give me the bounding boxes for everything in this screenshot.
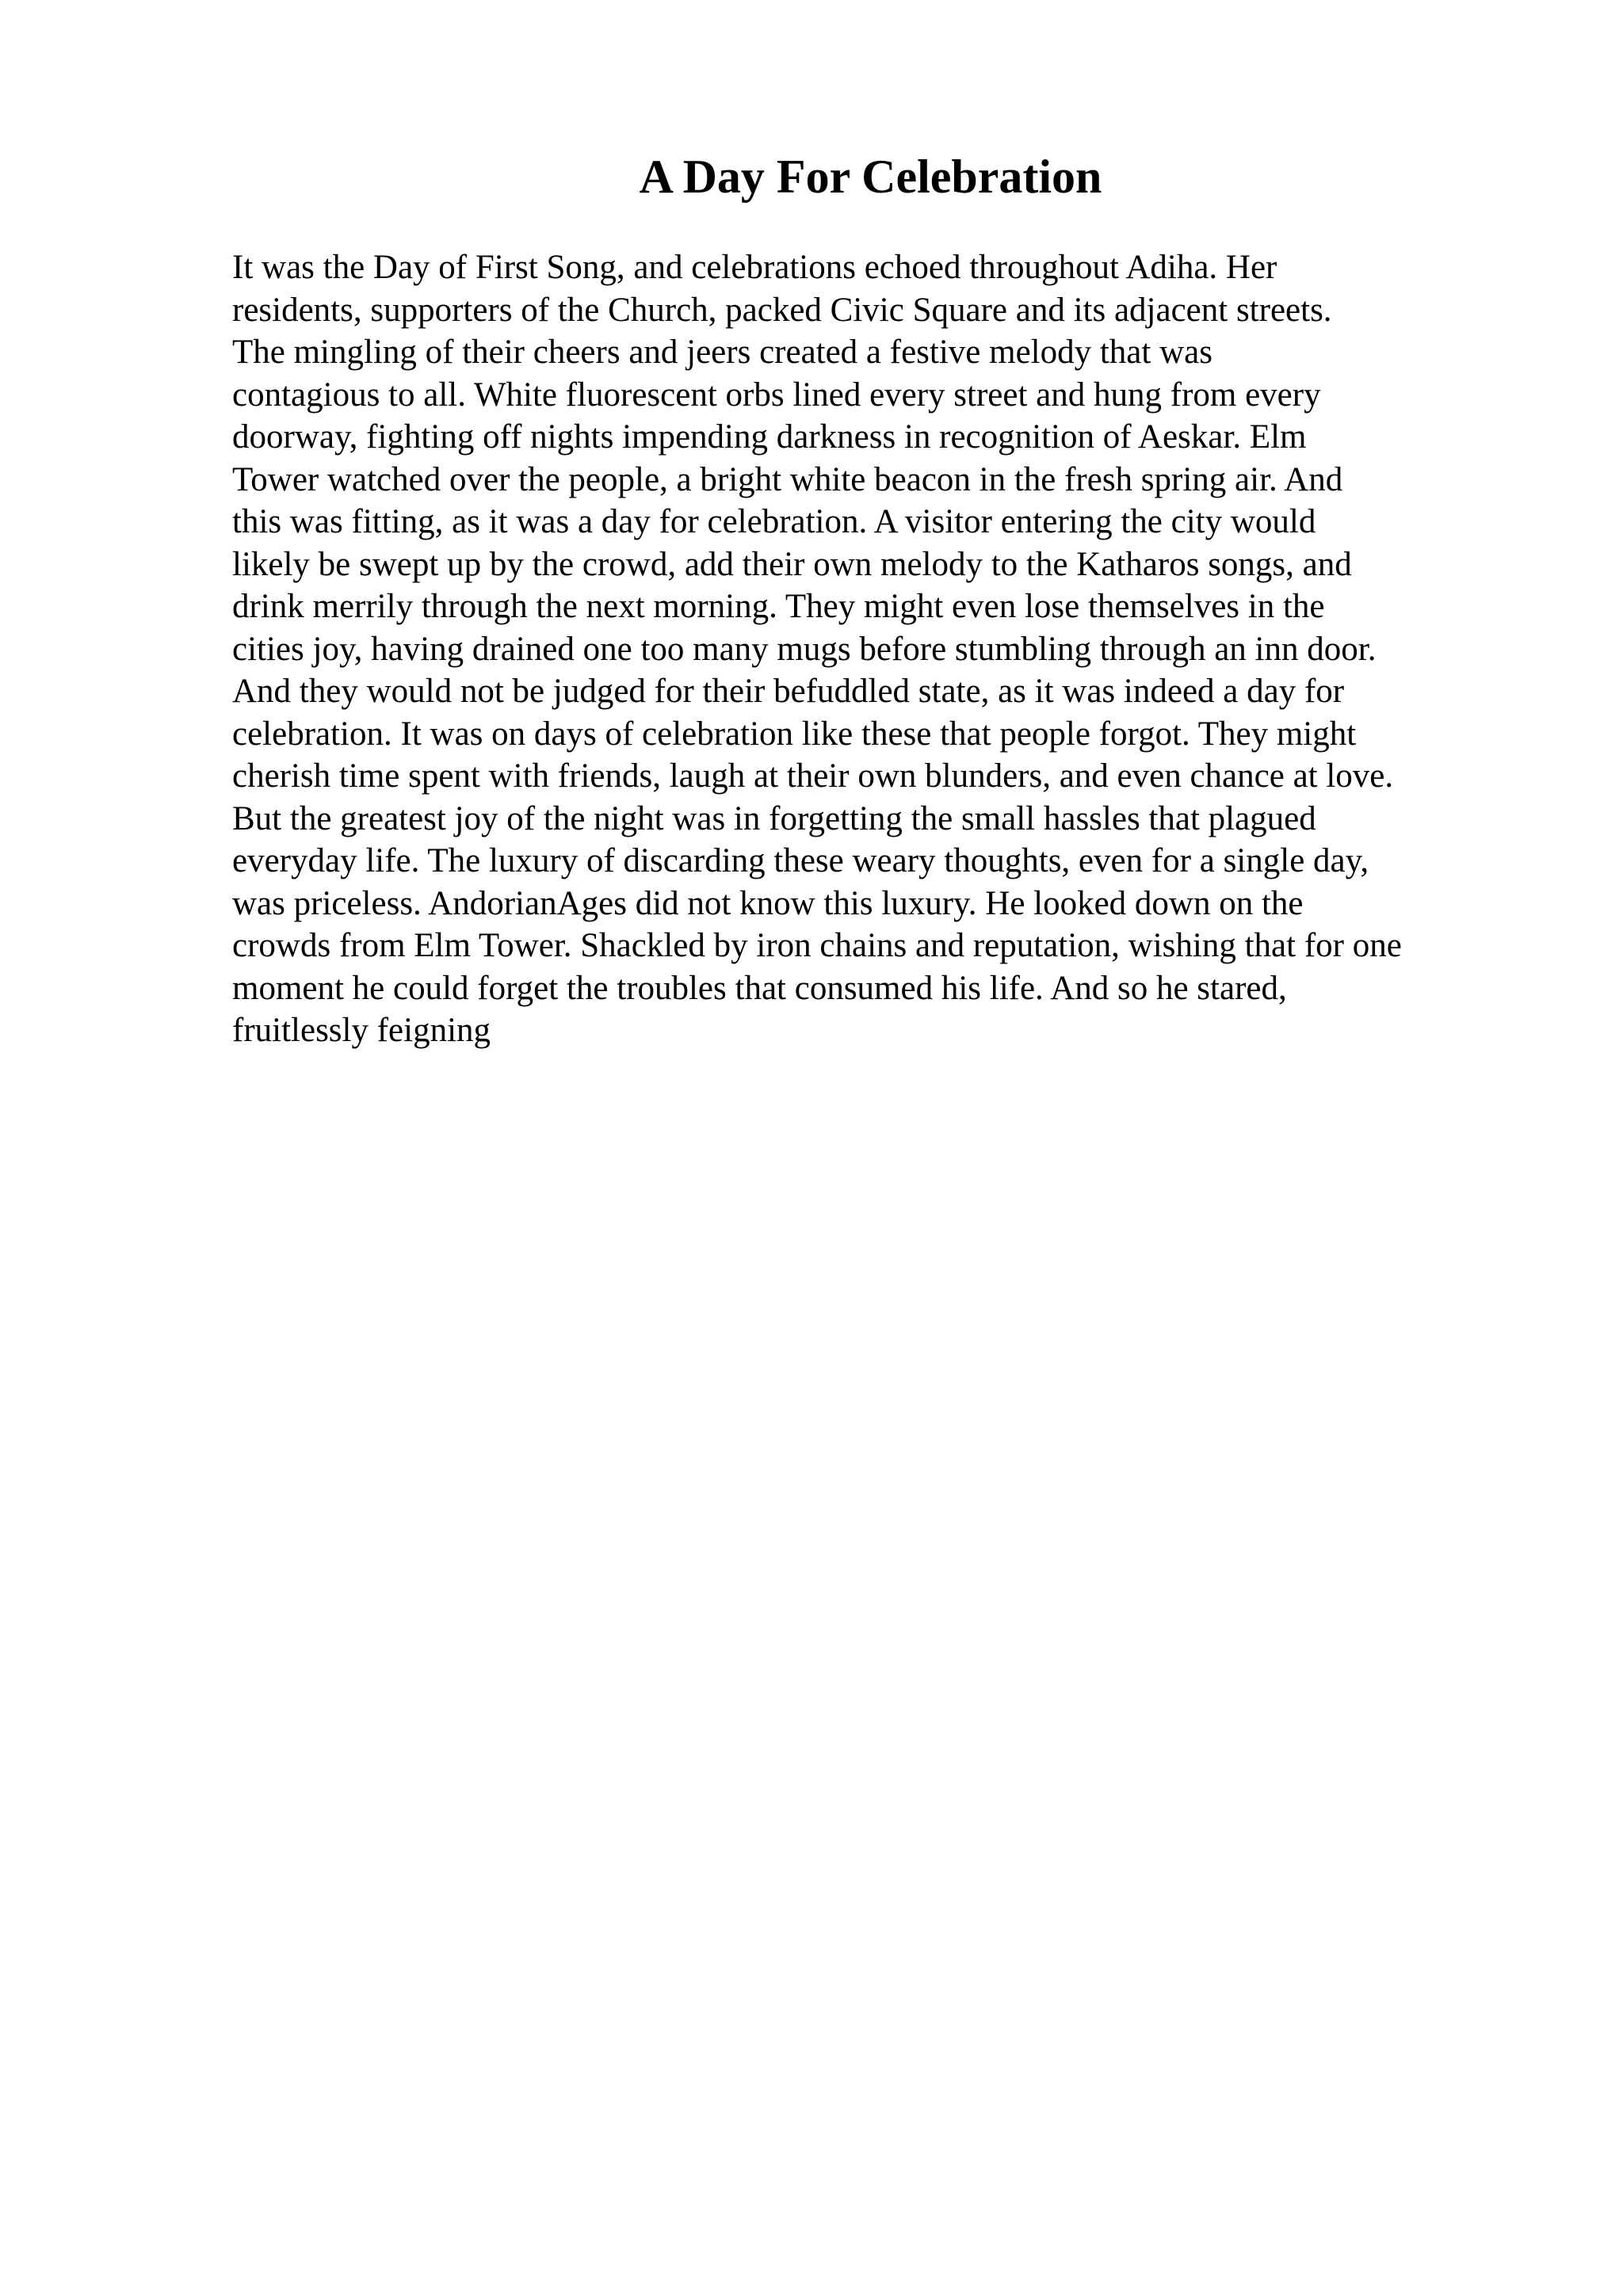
body-line: But the greatest joy of the night was in forgetting the small hassles that plagued bbox=[232, 799, 1316, 837]
document-title: A Day For Celebration bbox=[639, 151, 1102, 203]
body-line: celebration. It was on days of celebration like these that people forgot. They might bbox=[232, 715, 1357, 753]
body-line: contagious to all. White fluorescent orbs lined every street and hung from every bbox=[232, 376, 1321, 414]
body-line: The mingling of their cheers and jeers created a festive melody that was bbox=[232, 334, 1212, 371]
body-line: this was fitting, as it was a day for celebration. A visitor entering the city would bbox=[232, 503, 1316, 540]
body-line: It was the Day of First Song, and celebrations echoed throughout Adiha. Her bbox=[232, 249, 1277, 286]
body-line: cities joy, having drained one too many mugs before stumbling through an inn door. bbox=[232, 630, 1377, 668]
body-line: And they would not be judged for their befuddled state, as it was indeed a day for bbox=[232, 673, 1345, 710]
body-line: likely be swept up by the crowd, add their own melody to the Katharos songs, and bbox=[232, 545, 1352, 583]
body-line: was priceless. AndorianAges did not know this luxury. He looked down on the bbox=[232, 884, 1304, 922]
body-line: doorway, fighting off nights impending darkness in recognition of Aeskar. Elm bbox=[232, 418, 1307, 456]
body-line: residents, supporters of the Church, packed Civic Square and its adjacent streets. bbox=[232, 291, 1332, 329]
body-line: drink merrily through the next morning. They might even lose themselves in the bbox=[232, 588, 1325, 625]
document-body bbox=[232, 246, 1516, 1052]
body-line: Tower watched over the people, a bright white beacon in the fresh spring air. And bbox=[232, 460, 1343, 498]
body-line: moment he could forget the troubles that consumed his life. And so he stared, bbox=[232, 969, 1287, 1007]
body-line: fruitlessly feigning bbox=[232, 1012, 491, 1049]
body-line: cherish time spent with friends, laugh at their own blunders, and even chance at love. bbox=[232, 757, 1394, 795]
body-line: everyday life. The luxury of discarding these weary thoughts, even for a single day, bbox=[232, 842, 1369, 879]
body-line: crowds from Elm Tower. Shackled by iron chains and reputation, wishing that for one bbox=[232, 927, 1402, 964]
